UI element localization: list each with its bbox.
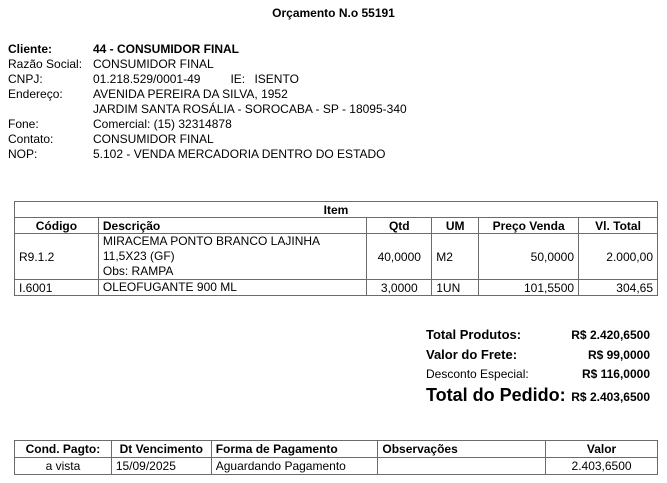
contato-value: CONSUMIDOR FINAL [93,132,214,146]
col-observacoes: Observações [378,441,546,458]
item-descricao-line: MIRACEMA PONTO BRANCO LAJINHA [102,234,321,248]
contato-row [8,132,407,147]
desconto-value: R$ 116,0000 [581,367,650,381]
item-total: 2.000,00 [579,234,658,280]
payment-forma: Aguardando Pagamento [211,458,378,475]
col-dt-vencimento: Dt Vencimento [111,441,211,458]
payments-table [14,440,658,475]
col-cond-pagto: Cond. Pagto: [15,441,112,458]
item-codigo: R9.1.2 [15,234,99,280]
items-group-header: Item [15,202,658,218]
razao-social-row [8,57,407,72]
item-qtd: 40,0000 [367,234,432,280]
endereco-row [8,87,407,102]
valor-frete-label: Valor do Frete: [426,347,518,362]
cliente-label: Cliente: [8,42,53,56]
total-produtos-value: R$ 2.420,6500 [571,328,650,342]
items-table [14,201,658,296]
item-descricao [98,280,366,296]
document-title: Orçamento N.o 55191 [272,6,395,20]
endereco-label: Endereço: [8,87,63,101]
total-pedido-value: R$ 2.403,6500 [571,390,650,404]
item-descricao-line: OLEOFUGANTE 900 ML [102,280,237,294]
col-qtd: Qtd [367,218,432,234]
item-qtd: 3,0000 [367,280,432,296]
ie-value: ISENTO [254,72,299,86]
nop-row [8,147,407,162]
col-descricao: Descrição [98,218,366,234]
item-um: M2 [432,234,479,280]
valor-frete-value: R$ 99,0000 [587,348,650,362]
endereco-row-2 [8,102,407,117]
cnpj-label: CNPJ: [8,72,43,86]
ie-field [230,72,298,87]
col-codigo: Código [15,218,99,234]
razao-social-label: Razão Social: [8,57,83,71]
fone-label: Fone: [8,117,39,131]
items-header-row [15,218,658,234]
payment-valor: 2.403,6500 [546,458,658,475]
customer-info [8,42,407,162]
total-produtos-label: Total Produtos: [426,327,522,342]
payment-obs [378,458,546,475]
item-descricao [98,234,366,280]
cnpj-value: 01.218.529/0001-49 [93,72,201,86]
col-vl-total: Vl. Total [579,218,658,234]
item-total: 304,65 [579,280,658,296]
item-um: 1UN [432,280,479,296]
total-produtos-row [426,327,650,347]
item-obs-line: Obs: RAMPA [102,264,174,278]
nop-label: NOP: [8,147,38,161]
col-um: UM [432,218,479,234]
totals-block [426,327,650,411]
desconto-row [426,367,650,385]
col-preco-venda: Preço Venda [479,218,579,234]
razao-social-value: CONSUMIDOR FINAL [93,57,214,71]
contato-label: Contato: [8,132,54,146]
ie-label: IE: [230,72,246,86]
payment-vencimento: 15/09/2025 [111,458,211,475]
total-pedido-label: Total do Pedido: [426,385,566,405]
valor-frete-row [426,347,650,367]
table-row [15,234,658,280]
col-forma-pagamento: Forma de Pagamento [211,441,378,458]
table-row [15,458,658,475]
item-preco: 101,5500 [479,280,579,296]
nop-value: 5.102 - VENDA MERCADORIA DENTRO DO ESTADO [93,147,386,161]
col-valor: Valor [546,441,658,458]
payments-header-row [15,441,658,458]
cliente-value: 44 - CONSUMIDOR FINAL [93,42,240,56]
desconto-label: Desconto Especial: [426,367,529,381]
table-row [15,280,658,296]
cliente-row [8,42,407,57]
cnpj-row [8,72,407,87]
payment-cond: a vista [15,458,112,475]
total-pedido-row [426,385,650,411]
endereco-line1: AVENIDA PEREIRA DA SILVA, 1952 [93,87,288,101]
item-descricao-line: 11,5X23 (GF) [102,249,175,263]
item-preco: 50,0000 [479,234,579,280]
item-codigo: I.6001 [15,280,99,296]
fone-row [8,117,407,132]
items-group-header-row [15,202,658,218]
fone-value: Comercial: (15) 32314878 [93,117,232,131]
endereco-line2: JARDIM SANTA ROSÁLIA - SOROCABA - SP - 18095-340 [93,102,407,116]
